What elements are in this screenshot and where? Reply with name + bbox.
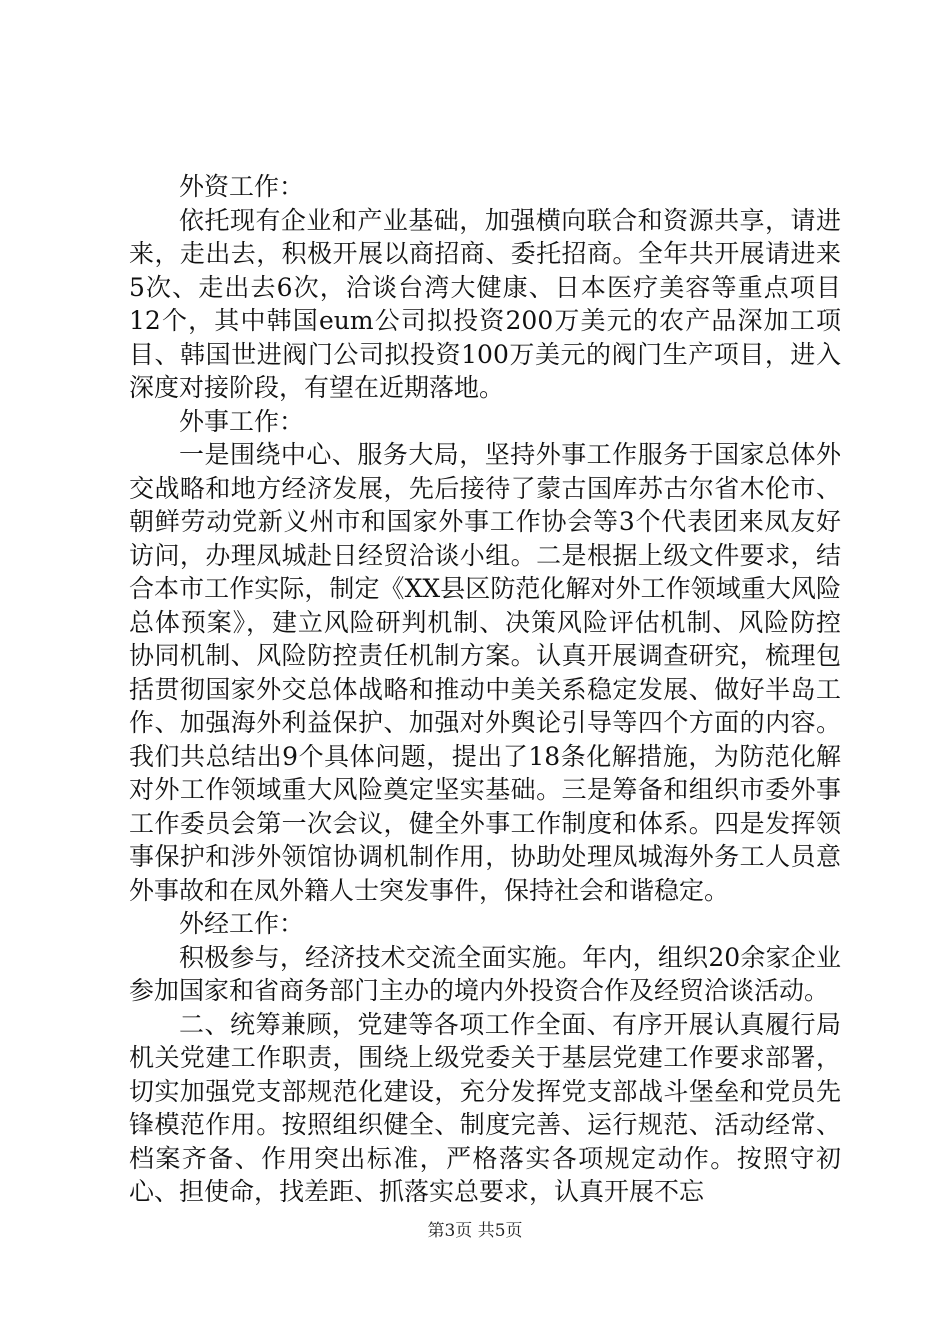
section-heading-foreign-economy: 外经工作： xyxy=(179,909,305,938)
page-number-footer: 第3页 共5页 xyxy=(427,1221,523,1241)
section-heading-foreign-investment: 外资工作： xyxy=(179,172,305,201)
paragraph-foreign-affairs: 一是围绕中心、服务大局，坚持外事工作服务于国家总体外交战略和地方经济发展，先后接待了蒙古国库苏古尔省木伦市、朝鲜劳动党新义州市和国家外事工作协会等3个代表团来凤友好访问，办理凤城赴日经贸洽谈小组。二是根据上级文件要求，结合本市工作实际，制定《XX县区防范化解对外工作领域重大风险总体预案》，建立风险研判机制、决策风险评估机制、风险防控协同机制、风险防控责任机制方案。认真开展调查研究，梳理包括贯彻国家外交总体战略和推动中美关系稳定发展、做好半岛工作、加强海外利益保护、加强对外舆论引导等四个方面的内容。我们共总结出9个具体问题，提出了18条化解措施，为防范化解对外工作领域重大风险奠定坚实基础。三是筹备和组织市委外事工作委员会第一次会议，健全外事工作制度和体系。四是发挥领事保护和涉外领馆协调机制作用，协助处理凤城海外务工人员意外事故和在凤外籍人士突发事件，保持社会和谐稳定。 xyxy=(129,440,841,905)
section-heading-foreign-affairs: 外事工作： xyxy=(179,406,305,436)
paragraph-foreign-investment: 依托现有企业和产业基础，加强横向联合和资源共享，请进来，走出去，积极开展以商招商、委托招商。全年共开展请进来5次、走出去6次，洽谈台湾大健康、日本医疗美容等重点项目12个，其中韩国eum公司拟投资200万美元的农产品深加工项目、韩国世进阀门公司拟投资100万美元的阀门生产项目，进入深度对接阶段，有望在近期落地。 xyxy=(129,205,841,402)
paragraph-party-building: 二、统筹兼顾，党建等各项工作全面、有序开展认真履行局机关党建工作职责，围绕上级党委关于基层党建工作要求部署，切实加强党支部规范化建设，充分发挥党支部战斗堡垒和党员先锋模范作用。按照组织健全、制度完善、运行规范、活动经常、档案齐备、作用突出标准，严格落实各项规定动作。按照守初心、担使命，找差距、抓落实总要求，认真开展不忘 xyxy=(129,1009,841,1206)
paragraph-foreign-economy: 积极参与，经济技术交流全面实施。年内，组织20余家企业参加国家和省商务部门主办的境内外投资合作及经贸洽谈活动。 xyxy=(129,942,841,1005)
document-body xyxy=(129,170,841,1209)
